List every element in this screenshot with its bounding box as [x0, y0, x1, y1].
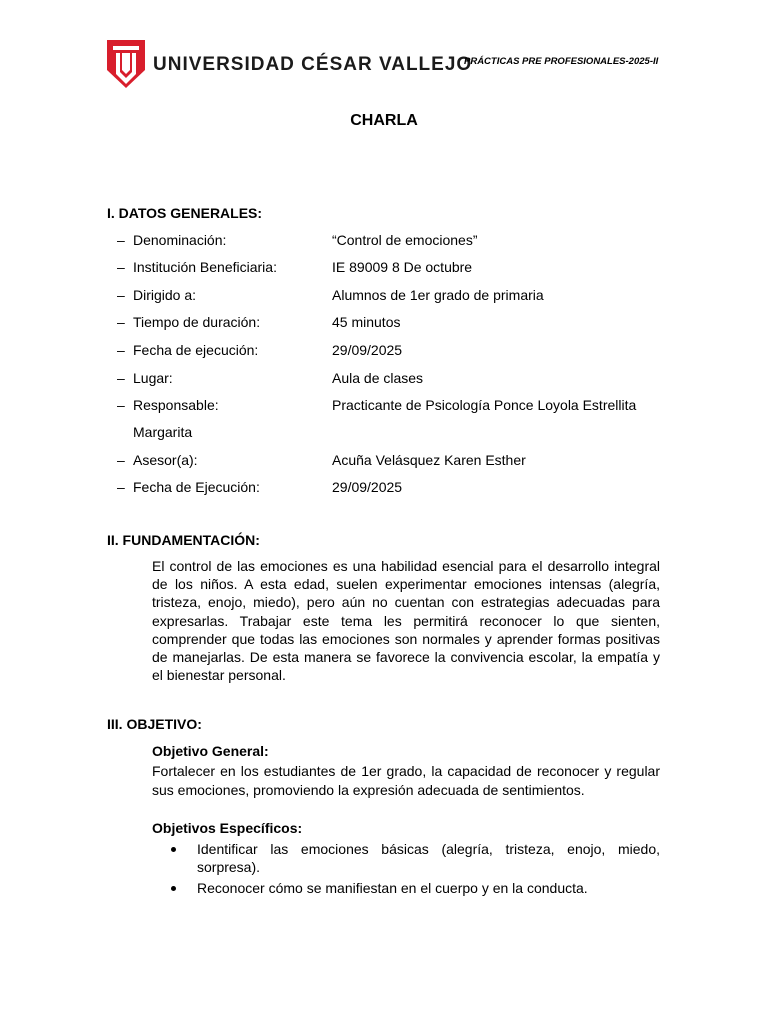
datos-value: Alumnos de 1er grado de primaria — [332, 287, 544, 303]
bullet-dot-icon — [171, 847, 176, 852]
list-item-text: Identificar las emociones básicas (alegría, tristeza, enojo, miedo, sorpresa). — [197, 841, 660, 876]
datos-label: Asesor(a): — [133, 452, 198, 468]
datos-row — [0, 314, 768, 334]
objetivo-general-title: Objetivo General: — [152, 743, 269, 759]
bullet-dot-icon — [171, 886, 176, 891]
datos-row — [0, 287, 768, 307]
fundamentacion-paragraph: El control de las emociones es una habilidad esencial para el desarrollo integral de los niños. A esta edad, suelen experimentar emociones intensas (alegría, tristeza, enojo, miedo), pero aún no cuentan con estrategias adecuadas para expresarlas. Trabajar este tema les permitirá reconocer lo que sienten, comprender que todas las emociones son normales y aprender formas positivas de manejarlas. De esta manera se favorece la convivencia escolar, la empatía y el bienestar personal. — [152, 558, 660, 684]
datos-value: “Control de emociones” — [332, 232, 478, 248]
datos-row — [0, 342, 768, 362]
datos-value: Practicante de Psicología Ponce Loyola Estrellita — [332, 397, 637, 413]
list-item — [171, 879, 660, 899]
list-item — [171, 840, 660, 878]
datos-value: 29/09/2025 — [332, 479, 403, 495]
datos-row — [0, 397, 768, 417]
datos-row — [0, 370, 768, 390]
section-heading-objetivo: III. OBJETIVO: — [107, 716, 202, 732]
section-heading-fundamentacion: II. FUNDAMENTACIÓN: — [107, 532, 260, 548]
section-heading-datos: I. DATOS GENERALES: — [107, 205, 263, 221]
datos-value: 29/09/2025 — [332, 342, 403, 358]
document-title: CHARLA — [350, 112, 418, 129]
datos-row — [0, 232, 768, 252]
dash-bullet: – — [117, 287, 125, 303]
objetivo-general-text: Fortalecer en los estudiantes de 1er grado, la capacidad de reconocer y regular sus emociones, promoviendo la expresión adecuada de sentimientos. — [152, 763, 660, 798]
datos-row — [0, 259, 768, 279]
datos-value: 45 minutos — [332, 314, 401, 330]
datos-label: Lugar: — [133, 370, 173, 386]
dash-bullet: – — [117, 479, 125, 495]
datos-row — [0, 452, 768, 472]
dash-bullet: – — [117, 342, 125, 358]
dash-bullet: – — [117, 259, 125, 275]
practicas-header: PRÁCTICAS PRE PROFESIONALES-2025-II — [464, 56, 659, 67]
datos-label: Institución Beneficiaria: — [133, 259, 277, 275]
university-name: UNIVERSIDAD CÉSAR VALLEJO — [153, 54, 473, 75]
datos-label: Denominación: — [133, 232, 227, 248]
datos-label: Fecha de ejecución: — [133, 342, 259, 358]
datos-value: Acuña Velásquez Karen Esther — [332, 452, 526, 468]
datos-label: Fecha de Ejecución: — [133, 479, 260, 495]
university-logo-icon — [107, 40, 145, 88]
dash-bullet: – — [117, 370, 125, 386]
datos-value: Aula de clases — [332, 370, 424, 386]
datos-value: IE 89009 8 De octubre — [332, 259, 473, 275]
datos-value-continuation: Margarita — [133, 424, 193, 440]
objetivos-especificos-title: Objetivos Específicos: — [152, 820, 303, 836]
datos-row — [0, 479, 768, 499]
dash-bullet: – — [117, 452, 125, 468]
datos-label: Dirigido a: — [133, 287, 197, 303]
datos-label: Tiempo de duración: — [133, 314, 261, 330]
datos-label: Responsable: — [133, 397, 219, 413]
dash-bullet: – — [117, 314, 125, 330]
dash-bullet: – — [117, 232, 125, 248]
list-item-text: Reconocer cómo se manifiestan en el cuerpo y en la conducta. — [197, 880, 588, 896]
dash-bullet: – — [117, 397, 125, 413]
